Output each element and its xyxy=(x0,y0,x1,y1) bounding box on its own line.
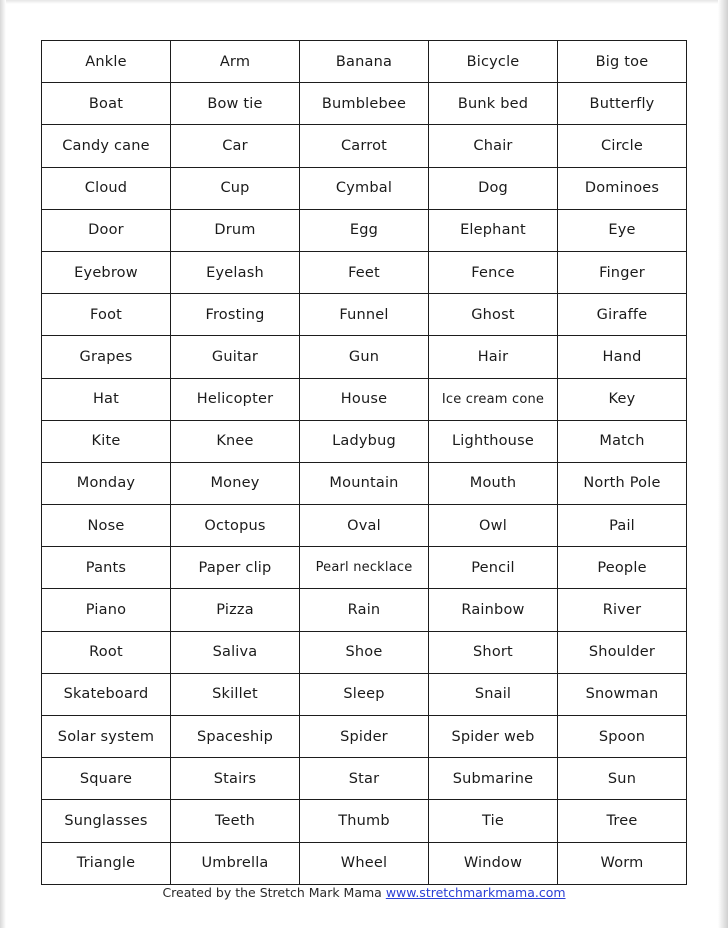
table-row xyxy=(42,125,687,167)
table-cell: Solar system xyxy=(42,716,171,758)
table-cell: Foot xyxy=(42,294,171,336)
table-cell: Money xyxy=(171,462,300,504)
table-cell: House xyxy=(300,378,429,420)
table-cell: Ghost xyxy=(429,294,558,336)
table-cell: Mountain xyxy=(300,462,429,504)
table-cell: Teeth xyxy=(171,800,300,842)
table-row xyxy=(42,41,687,83)
table-row xyxy=(42,800,687,842)
table-cell: Wheel xyxy=(300,842,429,884)
table-cell: Octopus xyxy=(171,505,300,547)
credit-text: Created by the Stretch Mark Mama xyxy=(162,885,386,900)
table-cell: Snail xyxy=(429,673,558,715)
table-cell: Car xyxy=(171,125,300,167)
table-cell: Star xyxy=(300,758,429,800)
table-cell: Dog xyxy=(429,167,558,209)
table-cell: Bicycle xyxy=(429,41,558,83)
table-cell: Match xyxy=(558,420,687,462)
table-cell: Boat xyxy=(42,83,171,125)
table-cell: Banana xyxy=(300,41,429,83)
table-cell: Nose xyxy=(42,505,171,547)
table-cell: Carrot xyxy=(300,125,429,167)
table-cell: Ladybug xyxy=(300,420,429,462)
table-cell: Sleep xyxy=(300,673,429,715)
table-cell: Butterfly xyxy=(558,83,687,125)
table-cell: Square xyxy=(42,758,171,800)
page-edge-right xyxy=(718,0,728,928)
credit-line xyxy=(0,885,728,900)
table-cell: North Pole xyxy=(558,462,687,504)
table-cell: Pizza xyxy=(171,589,300,631)
table-cell: Guitar xyxy=(171,336,300,378)
table-cell: Rain xyxy=(300,589,429,631)
table-cell: Short xyxy=(429,631,558,673)
table-cell: Door xyxy=(42,209,171,251)
table-cell: Root xyxy=(42,631,171,673)
table-cell: Bumblebee xyxy=(300,83,429,125)
table-cell: Bunk bed xyxy=(429,83,558,125)
table-cell: Fence xyxy=(429,251,558,293)
table-row xyxy=(42,420,687,462)
table-cell: Feet xyxy=(300,251,429,293)
table-cell: Monday xyxy=(42,462,171,504)
table-cell: Tree xyxy=(558,800,687,842)
table-cell: Sunglasses xyxy=(42,800,171,842)
table-row xyxy=(42,294,687,336)
table-cell: Bow tie xyxy=(171,83,300,125)
table-cell: Oval xyxy=(300,505,429,547)
table-cell: Spider xyxy=(300,716,429,758)
table-cell: Rainbow xyxy=(429,589,558,631)
page-edge-left xyxy=(0,0,6,928)
table-cell: Pencil xyxy=(429,547,558,589)
table-cell: Giraffe xyxy=(558,294,687,336)
table-row xyxy=(42,83,687,125)
table-cell: Cup xyxy=(171,167,300,209)
table-cell: Eyelash xyxy=(171,251,300,293)
table-cell: Key xyxy=(558,378,687,420)
table-cell: Spaceship xyxy=(171,716,300,758)
table-cell: Ice cream cone xyxy=(429,378,558,420)
word-table xyxy=(41,40,687,885)
table-cell: Spoon xyxy=(558,716,687,758)
word-list-sheet xyxy=(41,40,687,885)
table-cell: Eyebrow xyxy=(42,251,171,293)
table-cell: Hat xyxy=(42,378,171,420)
table-cell: Saliva xyxy=(171,631,300,673)
table-cell: Drum xyxy=(171,209,300,251)
table-row xyxy=(42,251,687,293)
table-cell: Sun xyxy=(558,758,687,800)
table-cell: Owl xyxy=(429,505,558,547)
table-row xyxy=(42,209,687,251)
table-cell: Cloud xyxy=(42,167,171,209)
table-cell: Lighthouse xyxy=(429,420,558,462)
table-cell: Stairs xyxy=(171,758,300,800)
table-cell: Grapes xyxy=(42,336,171,378)
table-cell: Worm xyxy=(558,842,687,884)
table-row xyxy=(42,758,687,800)
table-cell: Helicopter xyxy=(171,378,300,420)
table-row xyxy=(42,505,687,547)
table-cell: Triangle xyxy=(42,842,171,884)
table-cell: Mouth xyxy=(429,462,558,504)
table-cell: Ankle xyxy=(42,41,171,83)
table-cell: Window xyxy=(429,842,558,884)
table-cell: Candy cane xyxy=(42,125,171,167)
table-cell: Frosting xyxy=(171,294,300,336)
table-row xyxy=(42,631,687,673)
table-row xyxy=(42,378,687,420)
table-cell: River xyxy=(558,589,687,631)
page-edge-top xyxy=(0,0,728,4)
table-cell: Snowman xyxy=(558,673,687,715)
table-cell: Chair xyxy=(429,125,558,167)
table-cell: Spider web xyxy=(429,716,558,758)
table-cell: Eye xyxy=(558,209,687,251)
table-cell: People xyxy=(558,547,687,589)
table-row xyxy=(42,167,687,209)
table-cell: Kite xyxy=(42,420,171,462)
table-cell: Skillet xyxy=(171,673,300,715)
table-cell: Shoe xyxy=(300,631,429,673)
table-cell: Elephant xyxy=(429,209,558,251)
credit-link[interactable]: www.stretchmarkmama.com xyxy=(385,885,566,900)
table-cell: Knee xyxy=(171,420,300,462)
table-cell: Thumb xyxy=(300,800,429,842)
table-cell: Tie xyxy=(429,800,558,842)
table-cell: Piano xyxy=(42,589,171,631)
table-cell: Pearl necklace xyxy=(300,547,429,589)
table-row xyxy=(42,336,687,378)
table-cell: Cymbal xyxy=(300,167,429,209)
table-cell: Finger xyxy=(558,251,687,293)
table-cell: Umbrella xyxy=(171,842,300,884)
table-cell: Hair xyxy=(429,336,558,378)
table-cell: Gun xyxy=(300,336,429,378)
table-cell: Skateboard xyxy=(42,673,171,715)
table-row xyxy=(42,673,687,715)
table-row xyxy=(42,716,687,758)
table-row xyxy=(42,589,687,631)
table-cell: Hand xyxy=(558,336,687,378)
table-cell: Shoulder xyxy=(558,631,687,673)
table-cell: Paper clip xyxy=(171,547,300,589)
table-cell: Dominoes xyxy=(558,167,687,209)
table-cell: Pants xyxy=(42,547,171,589)
table-cell: Pail xyxy=(558,505,687,547)
table-row xyxy=(42,462,687,504)
table-cell: Egg xyxy=(300,209,429,251)
table-row xyxy=(42,842,687,884)
table-cell: Funnel xyxy=(300,294,429,336)
table-cell: Circle xyxy=(558,125,687,167)
table-cell: Big toe xyxy=(558,41,687,83)
table-row xyxy=(42,547,687,589)
table-cell: Arm xyxy=(171,41,300,83)
table-cell: Submarine xyxy=(429,758,558,800)
